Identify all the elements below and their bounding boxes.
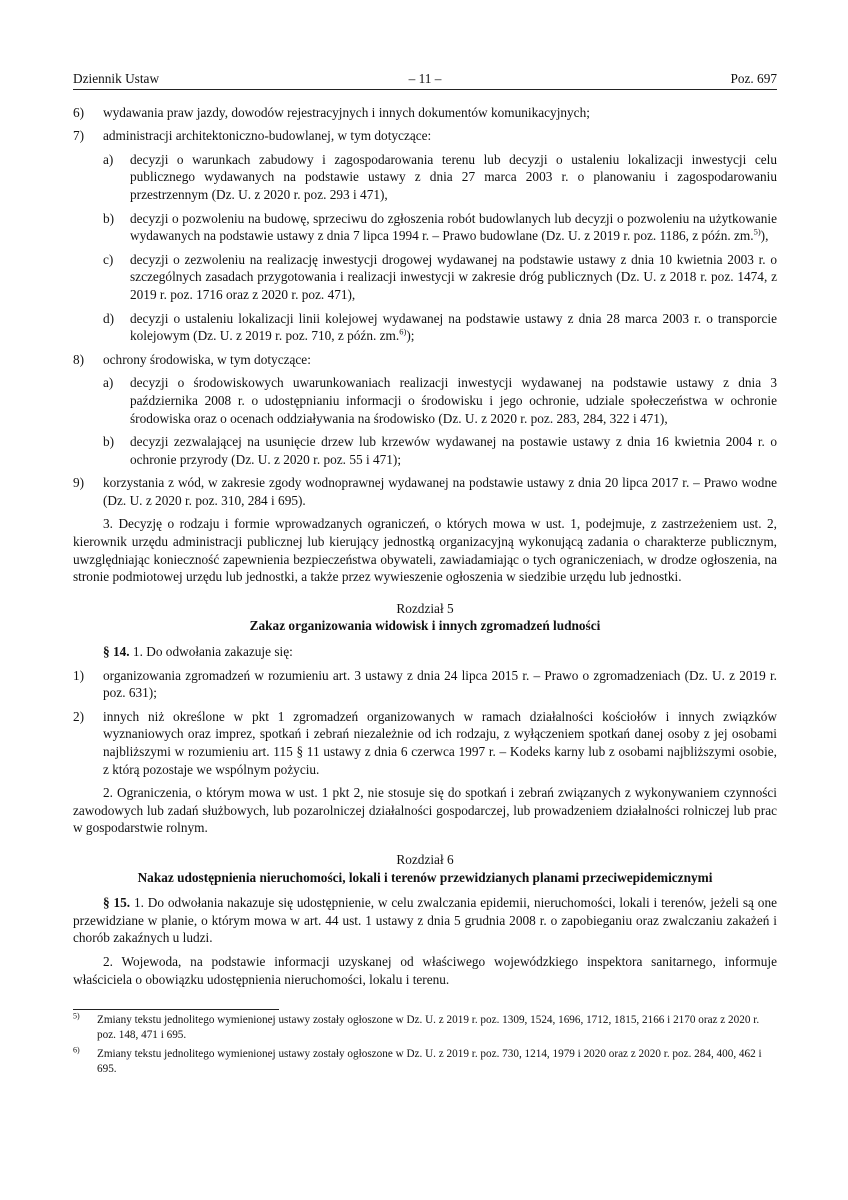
footnote-number-text: 6): [73, 1044, 80, 1054]
section-text: 1. Do odwołania zakazuje się:: [129, 644, 293, 660]
sub-item-text-end: );: [406, 328, 415, 344]
sub-item-letter: b): [103, 434, 115, 450]
item-number: 1): [73, 667, 85, 683]
sub-item: [103, 151, 777, 204]
paragraph: 3. Decyzję o rodzaju i formie wprowadzanych ograniczeń, o których mowa w ust. 1, podejmuje, z zastrzeżeniem ust. 2, kierownik urzędu administracji publicznej lub kierujący jednostką organizacyjną wykonującą zadania o charakterze publicznym, uwzględniając konieczność zapewnienia bezpieczeństwa obywateli, zawiadamiając o tych ograniczeniach, w drodze ogłoszenia, na stronie podmiotowej urzędu lub jednostki, a także przez wywieszenie ogłoszenia w siedzibie urzędu lub jednostki.: [73, 516, 777, 585]
sub-item: [103, 374, 777, 427]
page-number: – 11 –: [408, 71, 442, 86]
list-item: [73, 104, 777, 122]
footnote-number: [73, 1044, 97, 1077]
section-mark: § 15.: [103, 895, 131, 911]
sub-item: [103, 210, 777, 245]
footnote-text: Zmiany tekstu jednolitego wymienionej ustawy zostały ogłoszone w Dz. U. z 2019 r. poz. 730, 1214, 1979 i 2020 oraz z 2020 r. poz. 284, 400, 462 i 695.: [97, 1047, 762, 1075]
chapter-title: Nakaz udostępnienia nieruchomości, lokali i terenów przewidzianych planami przeciwepidemicznymi: [137, 869, 713, 885]
sub-item-text: [130, 210, 777, 245]
section-text: 1. Do odwołania nakazuje się udostępnienie, w celu zwalczania epidemii, nieruchomości, lokali i terenów, jeżeli są one przewidziane w planie, o którym mowa w art. 44 ust. 1 ustawy z dnia 5 grudnia 2008 r. o zapobieganiu oraz zwalczaniu zakażeń i chorób zakaźnych u ludzi.: [73, 895, 777, 946]
sub-item-letter: d): [103, 310, 115, 326]
paragraph: 2. Ograniczenia, o którym mowa w ust. 1 pkt 2, nie stosuje się do spotkań i zebrań związanych z wykonywaniem czynności zawodowych lub zadań służbowych, lub pozarolniczej działalności gospodarczej, lub prowadzeniem działalności rolniczej lub prac w gospodarstwie rolnym.: [73, 785, 777, 836]
footnote-separator: [73, 1009, 279, 1010]
item-number: 6): [73, 104, 85, 120]
item-number: 8): [73, 351, 85, 367]
footnote-ref[interactable]: 5): [753, 226, 761, 237]
chapter-label: Rozdział 5: [396, 600, 454, 616]
sub-item-text-main: decyzji o pozwoleniu na budowę, sprzeciwu do zgłoszenia robót budowlanych lub decyzji o pozwoleniu na użytkowanie wydawanych na podstawie ustawy z dnia 7 lipca 1994 r. – Prawo budowlane (Dz. U. z 2019 r. poz. 1186, z późn. zm.: [130, 210, 777, 244]
sub-item-text-main: decyzji o ustaleniu lokalizacji linii kolejowej wydawanej na podstawie ustawy z dnia 28 marca 2003 r. o transporcie kolejowym (Dz. U. z 2019 r. poz. 710, z późn. zm.: [130, 310, 777, 344]
sub-item: [103, 433, 777, 468]
sub-item-letter: a): [103, 375, 114, 391]
sub-item-text: [130, 310, 777, 345]
chapter-title: Zakaz organizowania widowisk i innych zgromadzeń ludności: [249, 618, 601, 634]
document-page: [73, 70, 777, 1077]
item-text: innych niż określone w pkt 1 zgromadzeń organizowanych w ramach działalności kościołów i innych związków wyznaniowych oraz imprez, spotkań i zebrań niezależnie od ich rodzaju, z wyłączeniem spotkań danej osoby z jej osobami najbliższymi w rozumieniu art. 115 § 11 ustawy z dnia 6 czerwca 1997 r. – Kodeks karny lub z osobami najbliższymi osobie, z którą pozostaje we wspólnym pożyciu.: [103, 708, 777, 777]
list-item: [73, 474, 777, 509]
list-item: [73, 708, 777, 778]
sub-item-text: decyzji o warunkach zabudowy i zagospodarowania terenu lub decyzji o ustaleniu lokalizacji inwestycji celu publicznego wydawanych na podstawie ustawy z dnia 27 marca 2003 r. o planowaniu i zagospodarowaniu przestrzennym (Dz. U. z 2020 r. poz. 293 i 471),: [130, 151, 777, 202]
item-text: organizowania zgromadzeń w rozumieniu art. 3 ustawy z dnia 24 lipca 2015 r. – Prawo o zgromadzeniach (Dz. U. z 2019 r. poz. 631);: [103, 667, 777, 701]
footnote: [73, 1044, 777, 1077]
document-body: [73, 104, 777, 989]
sub-item: [103, 251, 777, 304]
sub-item-text-end: ),: [760, 228, 769, 244]
list-item: [73, 127, 777, 145]
sub-item-letter: c): [103, 251, 114, 267]
section-paragraph: [73, 894, 777, 947]
item-text: wydawania praw jazdy, dowodów rejestracyjnych i innych dokumentów komunikacyjnych;: [103, 104, 590, 120]
chapter-label: Rozdział 6: [396, 851, 454, 867]
position-number: Poz. 697: [730, 71, 777, 86]
paragraph: 2. Wojewoda, na podstawie informacji uzyskanej od właściwego wojewódzkiego inspektora sanitarnego, informuje właściciela o obowiązku udostępnienia nieruchomości, lokalu i terenu.: [73, 953, 777, 987]
section-paragraph: [73, 643, 777, 661]
footnote-number: [73, 1013, 97, 1043]
section-mark: § 14.: [103, 644, 130, 660]
page-header: [73, 70, 777, 90]
sub-item-text: decyzji o środowiskowych uwarunkowaniach realizacji inwestycji wydawanej na podstawie ustawy z dnia 3 października 2008 r. o udostępnianiu informacji o środowisku i jego ochronie, udziale społeczeństwa w ochronie środowiska oraz o ocenach oddziaływania na środowisko (Dz. U. z 2020 r. poz. 283, 284, 322 i 471),: [130, 375, 777, 426]
footnote-text: Zmiany tekstu jednolitego wymienionej ustawy zostały ogłoszone w Dz. U. z 2019 r. poz. 1309, 1524, 1696, 1712, 1815, 2166 i 2170 oraz z 2020 r. poz. 148, 471 i 695.: [97, 1014, 760, 1042]
item-number: 2): [73, 708, 85, 724]
item-text: administracji architektoniczno-budowlanej, w tym dotyczące:: [103, 128, 432, 144]
journal-name: Dziennik Ustaw: [73, 71, 160, 86]
footnote-ref[interactable]: 6): [399, 326, 407, 337]
sub-item-letter: b): [103, 210, 115, 226]
item-number: 9): [73, 475, 85, 491]
sub-item-text: decyzji o zezwoleniu na realizację inwestycji drogowej wydawanej na podstawie ustawy z dnia 10 kwietnia 2003 r. o szczególnych zasadach przygotowania i realizacji inwestycji w zakresie dróg publicznych (Dz. U. z 2018 r. poz. 1474, z 2019 r. poz. 1716 oraz z 2020 r. poz. 471),: [130, 251, 777, 302]
sub-item-text: decyzji zezwalającej na usunięcie drzew lub krzewów wydawanej na postawie ustawy z dnia 16 kwietnia 2004 r. o ochronie przyrody (Dz. U. z 2020 r. poz. 55 i 471);: [130, 434, 777, 467]
item-number: 7): [73, 128, 85, 144]
sub-item: [103, 310, 777, 345]
item-text: korzystania z wód, w zakresie zgody wodnoprawnej wydawanej na podstawie ustawy z dnia 20 lipca 2017 r. – Prawo wodne (Dz. U. z 2020 r. poz. 310, 284 i 695).: [103, 475, 777, 508]
sub-item-letter: a): [103, 151, 114, 167]
footnote-number-text: 5): [73, 1011, 80, 1021]
list-item: [73, 667, 777, 702]
footnote: [73, 1013, 777, 1043]
list-item: [73, 351, 777, 369]
item-text: ochrony środowiska, w tym dotyczące:: [103, 351, 311, 367]
